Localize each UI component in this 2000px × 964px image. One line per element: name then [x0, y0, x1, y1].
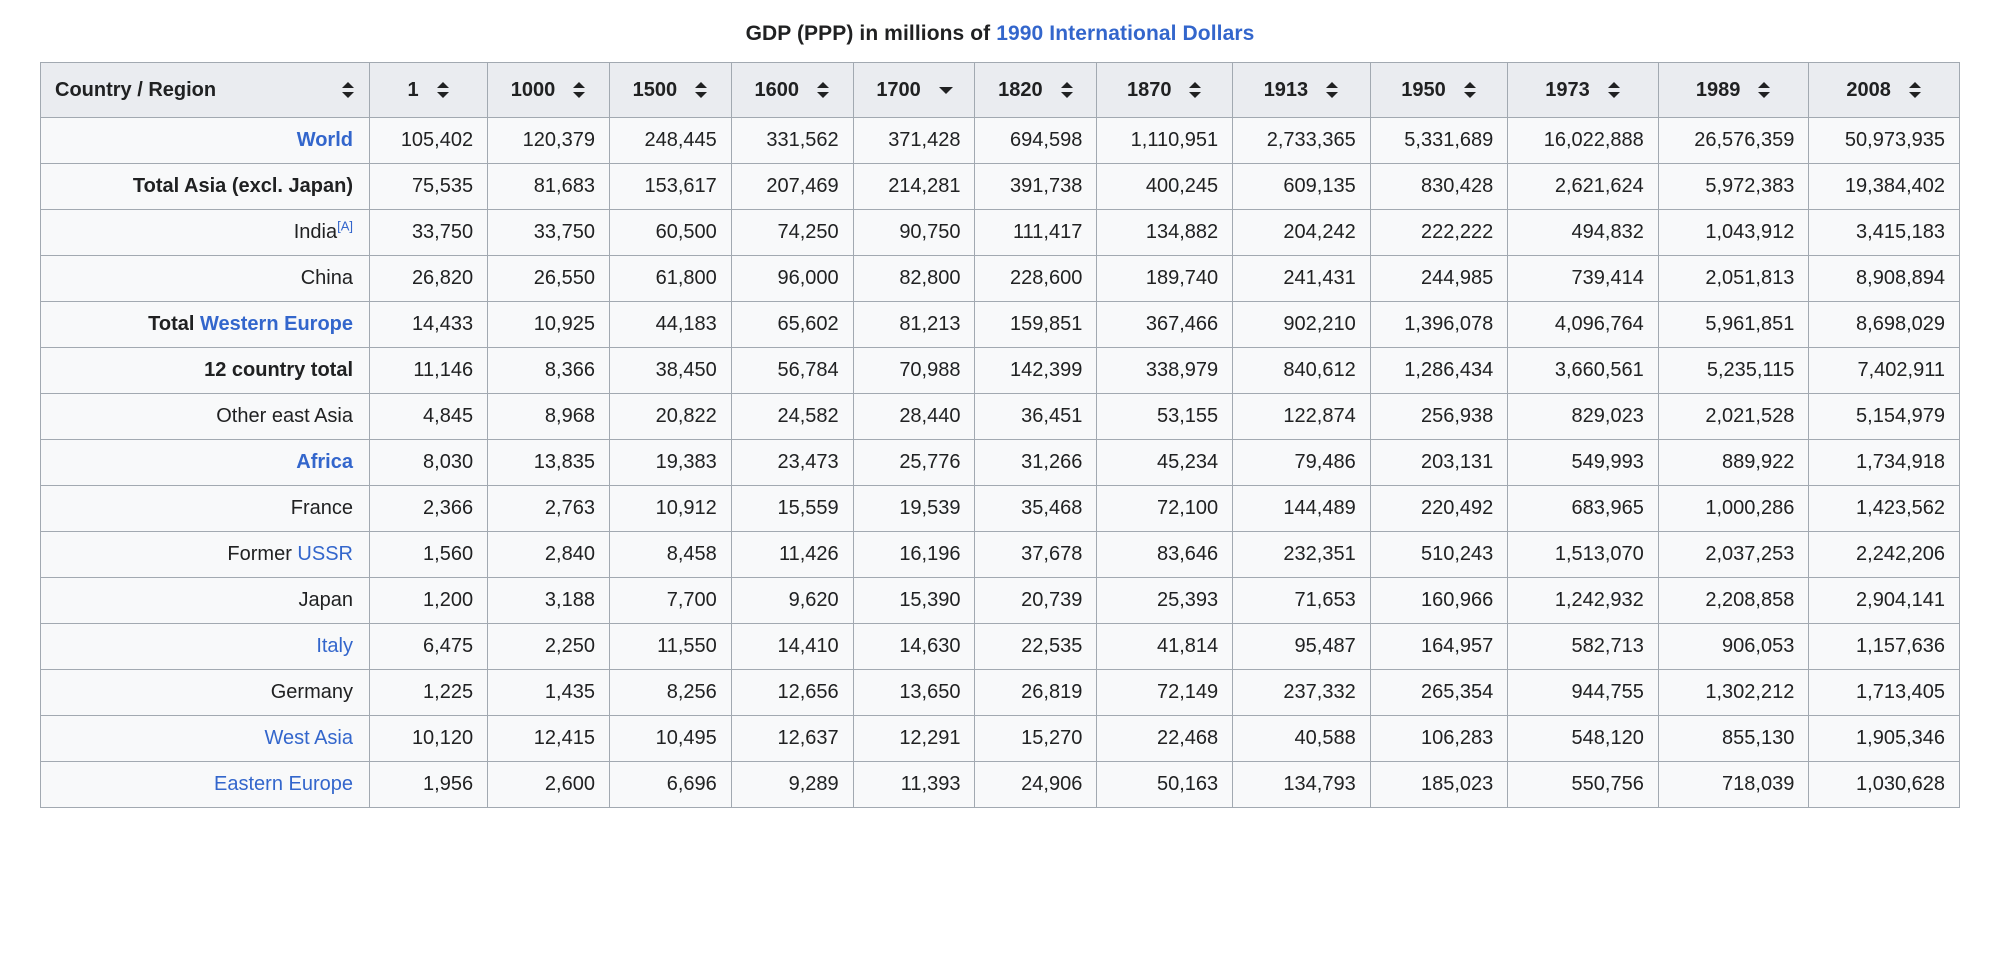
- data-cell: 204,242: [1233, 210, 1371, 256]
- sort-both-icon[interactable]: [1326, 81, 1339, 99]
- table-row: [41, 394, 1960, 440]
- data-cell: 3,188: [488, 578, 610, 624]
- data-cell-highlighted: 228,600: [975, 256, 1097, 302]
- data-cell: 1,435: [488, 670, 610, 716]
- data-cell: 31,266: [975, 440, 1097, 486]
- column-header-country-region[interactable]: [41, 63, 370, 118]
- data-cell: 185,023: [1370, 762, 1508, 808]
- data-cell: 739,414: [1508, 256, 1659, 302]
- data-cell: 70,988: [853, 348, 975, 394]
- row-label-text: Germany: [270, 681, 353, 703]
- row-label-link[interactable]: Eastern Europe: [214, 773, 353, 795]
- data-cell: 81,683: [488, 164, 610, 210]
- row-label: [41, 532, 370, 578]
- footnote-ref[interactable]: [337, 218, 353, 233]
- data-cell: 367,466: [1097, 302, 1233, 348]
- column-header-label: 1500: [632, 78, 678, 101]
- row-label: [41, 118, 370, 164]
- data-cell: 683,965: [1508, 486, 1659, 532]
- data-cell: 134,793: [1233, 762, 1371, 808]
- data-cell: 2,733,365: [1233, 118, 1371, 164]
- data-cell: 96,000: [731, 256, 853, 302]
- data-cell: 56,784: [731, 348, 853, 394]
- row-label-text: Total: [148, 313, 200, 335]
- data-cell: 1,200: [370, 578, 488, 624]
- data-cell: 830,428: [1370, 164, 1508, 210]
- data-cell: 8,256: [609, 670, 731, 716]
- data-cell: 71,653: [1233, 578, 1371, 624]
- data-cell: 7,700: [609, 578, 731, 624]
- data-cell: 1,423,562: [1809, 486, 1960, 532]
- data-cell: 26,576,359: [1658, 118, 1809, 164]
- data-cell: 1,560: [370, 532, 488, 578]
- data-cell: 75,535: [370, 164, 488, 210]
- data-cell: 11,146: [370, 348, 488, 394]
- data-cell: 12,415: [488, 716, 610, 762]
- data-cell: 82,800: [853, 256, 975, 302]
- table-row: [41, 532, 1960, 578]
- data-cell: 45,234: [1097, 440, 1233, 486]
- column-header-1500[interactable]: [609, 63, 731, 118]
- column-header-label: 1: [407, 78, 419, 101]
- data-cell: 50,973,935: [1809, 118, 1960, 164]
- data-cell: 4,096,764: [1508, 302, 1659, 348]
- data-cell: 164,957: [1370, 624, 1508, 670]
- data-cell: 1,225: [370, 670, 488, 716]
- row-label: [41, 762, 370, 808]
- column-header-label: Country / Region: [55, 78, 217, 101]
- data-cell: 8,366: [488, 348, 610, 394]
- data-cell: 1,956: [370, 762, 488, 808]
- data-cell: 222,222: [1370, 210, 1508, 256]
- sort-both-icon[interactable]: [1608, 81, 1621, 99]
- data-cell: 5,235,115: [1658, 348, 1809, 394]
- data-cell: 79,486: [1233, 440, 1371, 486]
- table-row: [41, 486, 1960, 532]
- data-cell: 8,030: [370, 440, 488, 486]
- data-cell: 1,157,636: [1809, 624, 1960, 670]
- column-header-1973[interactable]: [1508, 63, 1659, 118]
- data-cell: 9,620: [731, 578, 853, 624]
- column-header-label: 1973: [1545, 78, 1590, 101]
- sort-both-icon[interactable]: [437, 81, 450, 99]
- data-cell: 214,281: [853, 164, 975, 210]
- row-label: [41, 670, 370, 716]
- data-cell: 6,696: [609, 762, 731, 808]
- data-cell: 829,023: [1508, 394, 1659, 440]
- data-cell: 61,800: [609, 256, 731, 302]
- data-cell: 20,822: [609, 394, 731, 440]
- sort-both-icon[interactable]: [342, 81, 355, 99]
- row-label-link[interactable]: World: [296, 129, 353, 151]
- data-cell: 28,440: [853, 394, 975, 440]
- row-label: [41, 302, 370, 348]
- data-cell: 33,750: [488, 210, 610, 256]
- data-cell: 41,814: [1097, 624, 1233, 670]
- data-cell: 10,912: [609, 486, 731, 532]
- data-cell: 5,972,383: [1658, 164, 1809, 210]
- row-label: [41, 348, 370, 394]
- data-cell: 371,428: [853, 118, 975, 164]
- data-cell: 11,426: [731, 532, 853, 578]
- data-cell: 494,832: [1508, 210, 1659, 256]
- column-header-1820[interactable]: [975, 63, 1097, 118]
- row-label-text: China: [300, 267, 353, 289]
- data-cell: 609,135: [1233, 164, 1371, 210]
- data-cell: 13,650: [853, 670, 975, 716]
- data-cell: 40,588: [1233, 716, 1371, 762]
- sort-both-icon[interactable]: [1464, 81, 1477, 99]
- row-label-link[interactable]: Africa: [296, 451, 353, 473]
- data-cell: 26,819: [975, 670, 1097, 716]
- data-cell: 12,656: [731, 670, 853, 716]
- table-row: [41, 302, 1960, 348]
- data-cell: 72,100: [1097, 486, 1233, 532]
- row-label-text: Total Asia (excl. Japan): [132, 175, 353, 197]
- data-cell: 24,582: [731, 394, 853, 440]
- data-cell: 400,245: [1097, 164, 1233, 210]
- data-cell: 2,904,141: [1809, 578, 1960, 624]
- column-header-1600[interactable]: [731, 63, 853, 118]
- data-cell: 244,985: [1370, 256, 1508, 302]
- table-header: [41, 63, 1960, 118]
- data-cell: 2,037,253: [1658, 532, 1809, 578]
- data-cell: 111,417: [975, 210, 1097, 256]
- row-label: [41, 440, 370, 486]
- column-header-1913[interactable]: [1233, 63, 1371, 118]
- data-cell: 12,637: [731, 716, 853, 762]
- data-cell: 694,598: [975, 118, 1097, 164]
- data-cell: 36,451: [975, 394, 1097, 440]
- data-cell: 207,469: [731, 164, 853, 210]
- data-cell: 256,938: [1370, 394, 1508, 440]
- row-label: [41, 164, 370, 210]
- data-cell: 12,291: [853, 716, 975, 762]
- data-cell: 189,740: [1097, 256, 1233, 302]
- column-header-1989[interactable]: [1658, 63, 1809, 118]
- data-cell: 24,906: [975, 762, 1097, 808]
- data-cell: 26,820: [370, 256, 488, 302]
- row-label: [41, 256, 370, 302]
- data-cell: 74,250: [731, 210, 853, 256]
- data-cell: 5,961,851: [1658, 302, 1809, 348]
- column-header-1870[interactable]: [1097, 63, 1233, 118]
- data-cell: 134,882: [1097, 210, 1233, 256]
- data-cell: 1,030,628: [1809, 762, 1960, 808]
- data-cell: 1,396,078: [1370, 302, 1508, 348]
- data-cell: 2,763: [488, 486, 610, 532]
- data-cell: 10,120: [370, 716, 488, 762]
- data-cell: 22,468: [1097, 716, 1233, 762]
- data-cell: 2,242,206: [1809, 532, 1960, 578]
- data-cell: 15,270: [975, 716, 1097, 762]
- data-cell: 72,149: [1097, 670, 1233, 716]
- data-cell: 19,383: [609, 440, 731, 486]
- data-cell: 1,000,286: [1658, 486, 1809, 532]
- row-label-link[interactable]: Western Europe: [200, 313, 353, 335]
- data-cell: 65,602: [731, 302, 853, 348]
- data-cell: 33,750: [370, 210, 488, 256]
- sort-both-icon[interactable]: [1758, 81, 1771, 99]
- table-row: [41, 578, 1960, 624]
- data-cell: 391,738: [975, 164, 1097, 210]
- sort-both-icon[interactable]: [573, 81, 586, 99]
- caption-prefix: GDP (PPP) in millions of: [745, 22, 997, 45]
- row-label: [41, 578, 370, 624]
- data-cell: 331,562: [731, 118, 853, 164]
- data-cell: 142,399: [975, 348, 1097, 394]
- data-cell: 248,445: [609, 118, 731, 164]
- data-cell: 1,110,951: [1097, 118, 1233, 164]
- data-cell: 1,734,918: [1809, 440, 1960, 486]
- column-header-1700[interactable]: [853, 63, 975, 118]
- data-cell: 902,210: [1233, 302, 1371, 348]
- caption-link-1990-international-dollars[interactable]: 1990 International Dollars: [996, 22, 1255, 45]
- data-cell: 90,750: [853, 210, 975, 256]
- data-cell: 3,415,183: [1809, 210, 1960, 256]
- column-header-1950[interactable]: [1370, 63, 1508, 118]
- row-label: [41, 624, 370, 670]
- data-cell: 840,612: [1233, 348, 1371, 394]
- data-cell: 10,925: [488, 302, 610, 348]
- data-cell: 15,390: [853, 578, 975, 624]
- data-cell: 549,993: [1508, 440, 1659, 486]
- row-label-link[interactable]: West Asia: [264, 727, 353, 749]
- table-row: [41, 348, 1960, 394]
- data-cell: 19,539: [853, 486, 975, 532]
- data-cell: 906,053: [1658, 624, 1809, 670]
- data-cell: 105,402: [370, 118, 488, 164]
- row-label: [41, 210, 370, 256]
- table-row: [41, 670, 1960, 716]
- data-cell: 550,756: [1508, 762, 1659, 808]
- data-cell: 11,550: [609, 624, 731, 670]
- table-caption: [0, 22, 2000, 46]
- row-label: [41, 394, 370, 440]
- data-cell: 160,966: [1370, 578, 1508, 624]
- data-cell: 338,979: [1097, 348, 1233, 394]
- data-cell: 203,131: [1370, 440, 1508, 486]
- data-cell: 14,410: [731, 624, 853, 670]
- row-label-text: India: [293, 221, 338, 243]
- row-label-link[interactable]: USSR: [297, 543, 353, 565]
- data-cell: 13,835: [488, 440, 610, 486]
- column-header-label: 1950: [1401, 78, 1446, 101]
- data-cell: 83,646: [1097, 532, 1233, 578]
- data-cell: 106,283: [1370, 716, 1508, 762]
- data-cell: 7,402,911: [1809, 348, 1960, 394]
- data-cell: 60,500: [609, 210, 731, 256]
- data-cell: 5,331,689: [1370, 118, 1508, 164]
- data-cell: 718,039: [1658, 762, 1809, 808]
- data-cell: 265,354: [1370, 670, 1508, 716]
- data-cell: 9,289: [731, 762, 853, 808]
- table-row: [41, 624, 1960, 670]
- data-cell: 19,384,402: [1809, 164, 1960, 210]
- data-cell: 11,393: [853, 762, 975, 808]
- data-cell: 944,755: [1508, 670, 1659, 716]
- table-row: [41, 440, 1960, 486]
- data-cell: 2,600: [488, 762, 610, 808]
- sort-desc-icon[interactable]: [939, 81, 952, 99]
- table-row: [41, 118, 1960, 164]
- column-header-label: 1820: [998, 78, 1043, 101]
- column-header-label: 1600: [754, 78, 799, 101]
- data-cell: 1,905,346: [1809, 716, 1960, 762]
- column-header-1000[interactable]: [488, 63, 610, 118]
- column-header-label: 1700: [876, 78, 921, 101]
- table-row: [41, 164, 1960, 210]
- column-header-label: 2008: [1846, 78, 1891, 101]
- column-header-label: 1913: [1263, 78, 1309, 101]
- data-cell: 2,621,624: [1508, 164, 1659, 210]
- data-cell: 22,535: [975, 624, 1097, 670]
- data-cell: 38,450: [609, 348, 731, 394]
- data-cell: 25,393: [1097, 578, 1233, 624]
- data-cell: 232,351: [1233, 532, 1371, 578]
- data-cell: 2,250: [488, 624, 610, 670]
- column-header-label: 1870: [1126, 78, 1172, 101]
- column-header-2008[interactable]: [1809, 63, 1960, 118]
- data-cell: 122,874: [1233, 394, 1371, 440]
- data-cell: 2,208,858: [1658, 578, 1809, 624]
- row-label-text: Other east Asia: [216, 405, 353, 427]
- sort-both-icon[interactable]: [817, 81, 830, 99]
- data-cell: 889,922: [1658, 440, 1809, 486]
- column-header-1[interactable]: [370, 63, 488, 118]
- data-cell: 26,550: [488, 256, 610, 302]
- data-cell: 2,840: [488, 532, 610, 578]
- row-label-text: Former: [227, 543, 298, 565]
- sort-both-icon[interactable]: [1189, 81, 1202, 99]
- table-row: [41, 210, 1960, 256]
- data-cell: 8,458: [609, 532, 731, 578]
- data-cell: 15,559: [731, 486, 853, 532]
- data-cell: 25,776: [853, 440, 975, 486]
- data-cell: 2,366: [370, 486, 488, 532]
- data-cell: 1,302,212: [1658, 670, 1809, 716]
- data-cell: 237,332: [1233, 670, 1371, 716]
- header-row: [41, 63, 1960, 118]
- data-cell: 14,433: [370, 302, 488, 348]
- sort-both-icon[interactable]: [695, 81, 708, 99]
- data-cell: 1,043,912: [1658, 210, 1809, 256]
- data-cell: 1,713,405: [1809, 670, 1960, 716]
- row-label-text: 12 country total: [204, 359, 353, 381]
- data-cell: 120,379: [488, 118, 610, 164]
- data-cell: 23,473: [731, 440, 853, 486]
- data-cell: 3,660,561: [1508, 348, 1659, 394]
- row-label-link[interactable]: Italy: [316, 635, 353, 657]
- data-cell: 144,489: [1233, 486, 1371, 532]
- data-cell: 8,968: [488, 394, 610, 440]
- data-cell: 855,130: [1658, 716, 1809, 762]
- data-cell: 20,739: [975, 578, 1097, 624]
- data-cell: 8,908,894: [1809, 256, 1960, 302]
- data-cell: 241,431: [1233, 256, 1371, 302]
- data-cell: 4,845: [370, 394, 488, 440]
- data-cell: 548,120: [1508, 716, 1659, 762]
- table-wrapper: [0, 62, 2000, 808]
- row-label-text: France: [290, 497, 353, 519]
- data-cell: 2,021,528: [1658, 394, 1809, 440]
- data-cell: 50,163: [1097, 762, 1233, 808]
- data-cell: 510,243: [1370, 532, 1508, 578]
- data-cell: 6,475: [370, 624, 488, 670]
- data-cell: 1,286,434: [1370, 348, 1508, 394]
- data-cell: 35,468: [975, 486, 1097, 532]
- data-cell: 1,513,070: [1508, 532, 1659, 578]
- data-cell: 37,678: [975, 532, 1097, 578]
- data-cell: 8,698,029: [1809, 302, 1960, 348]
- data-cell: 10,495: [609, 716, 731, 762]
- column-header-label: 1000: [510, 78, 556, 101]
- data-cell: 14,630: [853, 624, 975, 670]
- row-label-text: Japan: [298, 589, 353, 611]
- data-cell: 16,196: [853, 532, 975, 578]
- data-cell: 153,617: [609, 164, 731, 210]
- table-row: [41, 762, 1960, 808]
- data-cell: 220,492: [1370, 486, 1508, 532]
- data-cell: 1,242,932: [1508, 578, 1659, 624]
- footnote-link[interactable]: [A]: [337, 218, 353, 234]
- data-cell: 16,022,888: [1508, 118, 1659, 164]
- data-cell: 53,155: [1097, 394, 1233, 440]
- row-label: [41, 716, 370, 762]
- data-cell: 582,713: [1508, 624, 1659, 670]
- table-row: [41, 256, 1960, 302]
- sort-both-icon[interactable]: [1909, 81, 1922, 99]
- data-cell: 81,213: [853, 302, 975, 348]
- data-cell: 2,051,813: [1658, 256, 1809, 302]
- data-cell: 44,183: [609, 302, 731, 348]
- data-cell: 159,851: [975, 302, 1097, 348]
- table-body: [41, 118, 1960, 808]
- gdp-table: [40, 62, 1960, 808]
- table-row: [41, 716, 1960, 762]
- column-header-label: 1989: [1695, 78, 1741, 101]
- row-label: [41, 486, 370, 532]
- data-cell: 5,154,979: [1809, 394, 1960, 440]
- sort-both-icon[interactable]: [1061, 81, 1074, 99]
- data-cell: 95,487: [1233, 624, 1371, 670]
